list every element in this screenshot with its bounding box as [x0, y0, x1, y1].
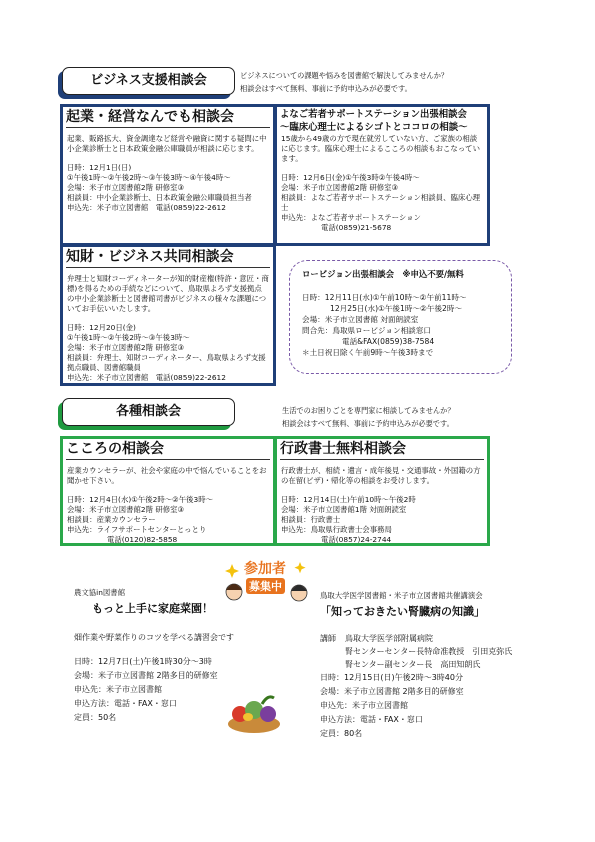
kigyo-date: 日時：12月1日(日): [67, 163, 132, 172]
kidney-speaker-1: 腎センターセンター長特命准教授 引田克弥氏: [345, 647, 513, 656]
gyosei-date: 日時：12月14日(土)午前10時～午後2時: [281, 495, 416, 504]
badge-line-2: 募集中: [246, 578, 285, 594]
various-section-heading: 各種相談会: [62, 398, 235, 426]
kidney-speaker-org: 鳥取大学医学部附属病院: [345, 634, 433, 643]
kigyo-title-underline: [66, 127, 270, 128]
kigyo-times: ①午後1時～②午後2時～③午後3時～④午後4時～: [67, 173, 231, 182]
kigyo-venue: 会場：米子市立図書館2階 研修室③: [67, 183, 185, 192]
yonago-title: よなご若者サポートステーション出張相談会: [280, 109, 467, 120]
garden-date: 日時：12月7日(土)午後1時30分～3時: [74, 657, 212, 666]
garden-method: 申込方法：電話・FAX・窓口: [74, 699, 177, 708]
lowvision-date-1: 日時：12月11日(水)①午前10時～②午前11時～: [302, 293, 467, 302]
kidney-date: 日時：12月15日(日)午後2時～3時40分: [320, 673, 463, 682]
garden-apply-to: 申込先：米子市立図書館: [74, 685, 162, 694]
business-note-1: ビジネスについての課題や悩みを図書館で解決してみませんか？: [240, 71, 449, 80]
vegetable-basket-illustration: [224, 690, 284, 736]
kokoro-contact: 申込先：ライフサポートセンターとっとり: [67, 525, 207, 534]
lowvision-consultation-box: [289, 260, 512, 374]
lowvision-title: ロービジョン出張相談会 ※申込不要/無料: [302, 269, 464, 279]
garden-label: 農文協in図書館: [74, 588, 126, 597]
gyosei-staff: 相談員：行政書士: [281, 515, 341, 524]
chizai-date: 日時：12月20日(金): [67, 323, 136, 332]
kidney-method: 申込方法：電話・FAX・窓口: [320, 715, 423, 724]
participants-wanted-badge: [222, 556, 310, 608]
kidney-title: 「知っておきたい腎臓病の知識」: [320, 605, 485, 618]
chizai-times: ①午後1時～②午後2時～③午後3時～: [67, 333, 190, 342]
chizai-venue: 会場：米子市立図書館2階 研修室③: [67, 343, 185, 352]
kidney-speaker-2: 腎センター副センター長 高田知朗氏: [345, 660, 481, 669]
gyosei-phone: 電話(0857)24-2744: [321, 535, 392, 544]
gyosei-title-underline: [280, 459, 484, 460]
kigyo-staff: 相談員：中小企業診断士、日本政策金融公庫職員担当者: [67, 193, 252, 202]
kokoro-phone: 電話(0120)82-5858: [107, 535, 178, 544]
kokoro-description: 産業カウンセラーが、社会や家庭の中で悩んでいることをお聞かせ下さい。: [67, 466, 267, 485]
gyosei-description: 行政書士が、相続・遺言・成年後見・交通事故・外国籍の方の在留(ビザ)・帰化等の相談をお受けします。: [281, 466, 481, 485]
business-section-heading: ビジネス支援相談会: [62, 67, 235, 95]
kokoro-title-underline: [66, 459, 270, 460]
chizai-contact: 申込先：米子市立図書館 電話(0859)22-2612: [67, 373, 226, 382]
kigyo-contact: 申込先：米子市立図書館 電話(0859)22-2612: [67, 203, 226, 212]
kidney-venue: 会場：米子市立図書館 2階多目的研修室: [320, 687, 464, 696]
gyosei-title: 行政書士無料相談会: [280, 441, 406, 457]
kokoro-consultation-box: [60, 436, 276, 546]
garden-venue: 会場：米子市立図書館 2階多目的研修室: [74, 671, 218, 680]
gyosei-consultation-box: [274, 436, 490, 546]
yonago-venue: 会場：米子市立図書館2階 研修室③: [281, 183, 399, 192]
yonago-contact: 申込先：よなご若者サポートステーション: [281, 213, 421, 222]
kokoro-title: こころの相談会: [66, 441, 164, 457]
gyosei-contact: 申込先：鳥取県行政書士会事務局: [281, 525, 392, 534]
business-note-2: 相談会はすべて無料、事前に予約申込みが必要です。: [240, 84, 412, 93]
various-note-2: 相談会はすべて無料、事前に予約申込みが必要です。: [282, 419, 454, 428]
kokoro-date: 日時：12月4日(水)①午後2時～②午後3時～: [67, 495, 213, 504]
chizai-description: 弁理士と知財コーディネーターが知的財産権(特許・意匠・商標)を得るための手続などについて、鳥取県よろず支援拠点の中小企業診断士と図書館司書がビジネスの様々な課題についてお手伝いいたします。: [67, 274, 269, 313]
gyosei-venue: 会場：米子市立図書館1階 対面朗読室: [281, 505, 407, 514]
garden-capacity: 定員：50名: [74, 713, 117, 722]
kokoro-venue: 会場：米子市立図書館2階 研修室③: [67, 505, 185, 514]
chizai-staff: 相談員：弁理士、知財コーディネーター、鳥取県よろず支援拠点職員、図書館職員: [67, 353, 266, 372]
yonago-date: 日時：12月6日(金)①午後3時②午後4時～: [281, 173, 420, 182]
lowvision-inquiry: 問合先：鳥取県ロービジョン相談窓口: [302, 326, 431, 335]
yonago-consultation-box: [274, 104, 490, 246]
kidney-label: 鳥取大学医学図書館・米子市立図書館共催講演会: [320, 591, 483, 600]
kigyo-description: 起業、販路拡大、資金調達など経営や融資に関する疑問に中小企業診断士と日本政策金融公庫職員が相談に応じます。: [67, 134, 267, 153]
yonago-staff: 相談員：よなご若者サポートステーション相談員、臨床心理士: [281, 193, 481, 212]
yonago-phone: 電話(0859)21-5678: [321, 223, 392, 232]
badge-line-1: 参加者: [244, 561, 286, 577]
lowvision-footnote: ＊土日祝日除く午前9時～午後3時まで: [302, 348, 434, 357]
garden-description: 畑作業や野菜作りのコツを学べる講習会です: [74, 633, 234, 642]
kokoro-staff: 相談員：産業カウンセラー: [67, 515, 156, 524]
chizai-title: 知財・ビジネス共同相談会: [66, 249, 234, 265]
lowvision-date-2: 12月25日(水)①午後1時～②午後2時～: [330, 304, 463, 313]
garden-title: もっと上手に家庭菜園！: [92, 602, 213, 615]
kidney-capacity: 定員：80名: [320, 729, 363, 738]
various-note-1: 生活でのお困りごとを専門家に相談してみませんか？: [282, 406, 455, 415]
yonago-subtitle: ～臨床心理士によるシゴトとココロの相談～: [280, 122, 468, 133]
kigyo-consultation-box: [60, 104, 276, 246]
kidney-speaker-label: 講師: [320, 634, 336, 643]
yonago-description: 15歳から49歳の方で現在就労していない方、ご家族の相談に応じます。臨床心理士によるこころの相談もおこなっています。: [281, 134, 480, 163]
kidney-apply-to: 申込先：米子市立図書館: [320, 701, 408, 710]
chizai-consultation-box: [60, 244, 276, 386]
chizai-title-underline: [66, 267, 270, 268]
kigyo-title: 起業・経営なんでも相談会: [66, 109, 234, 125]
lowvision-phone: 電話&FAX(0859)38-7584: [342, 337, 435, 346]
lowvision-venue: 会場：米子市立図書館 対面朗読室: [302, 315, 419, 324]
